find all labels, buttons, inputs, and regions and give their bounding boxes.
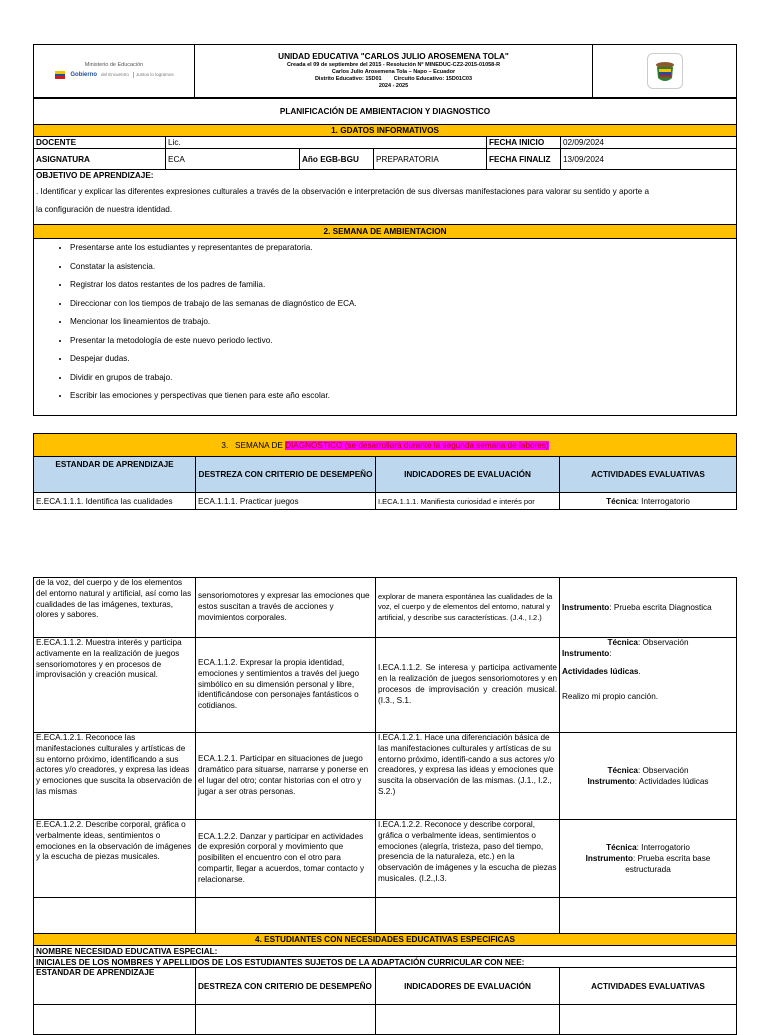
docente-value: Lic.: [166, 137, 487, 149]
fecha-inicio-value: 02/09/2024: [561, 137, 737, 149]
section-3-block: [33, 433, 736, 510]
anio-value: PREPARATORIA: [374, 149, 487, 170]
list-item: • Direccionar con los tiempos de trabajo de las semanas de diagnóstico de ECA.: [70, 295, 734, 314]
gov-logo-subtext: del Encuentro: [101, 71, 129, 77]
anio-label: Año EGB-BGU: [300, 149, 374, 170]
actividad-extra: Realizo mi propio canción.: [562, 691, 659, 701]
col-header-estandar: ESTANDAR DE APRENDIZAJE: [34, 968, 196, 1005]
list-item: • Dividir en grupos de trabajo.: [70, 369, 734, 388]
header-table: [33, 44, 737, 98]
col-header-actividades: ACTIVIDADES EVALUATIVAS: [560, 457, 737, 493]
list-item: • Registrar los datos restantes de los padres de familia.: [70, 276, 734, 295]
school-year: 2024 - 2025: [378, 83, 409, 89]
tecnica-value: : Interrogatorio: [636, 496, 690, 506]
tecnica-value: : Observación: [637, 638, 689, 647]
instrumento-label: Instrumento: [562, 603, 610, 612]
table-cell: [560, 638, 737, 733]
school-emblem-icon: [647, 53, 683, 89]
section-1-title: 1. GDATOS INFORMATIVOS: [34, 125, 737, 137]
tecnica-value: : Interrogatorio: [636, 843, 690, 852]
page-2: [33, 577, 736, 1035]
instrumento-label: Instrumento: [587, 777, 635, 786]
table-cell: [560, 733, 737, 820]
table-cell: I.ECA.1.1.1. Manifiesta curiosidad e interés por: [376, 493, 560, 510]
ministry-logo-text: Ministerio de Educación: [84, 61, 144, 68]
tecnica-value: : Observación: [637, 766, 689, 775]
table-cell: E.ECA.1.1.2. Muestra interés y participa activamente en la realización de juegos sensoriomotores y en procesos de improvisación y creación musical.: [34, 638, 196, 733]
table-cell: I.ECA.1.2.2. Reconoce y describe corporal, gráfica o verbalmente ideas, sentimientos o emociones (alegría, tristeza, paso del tiempo, presencia de la naturaleza, etc.) en la observación de imágenes y la escucha de piezas musicales. (I.2.,I.3.: [376, 820, 560, 898]
instrumento-label: Instrumento: [585, 854, 633, 863]
empty-cell: [560, 1005, 737, 1035]
section-3-title-text: 3. SEMANA DE: [221, 440, 286, 450]
gov-logo-text: Gobierno: [70, 71, 98, 78]
col-header-indicadores: INDICADORES DE EVALUACIÓN: [376, 457, 560, 493]
tecnica-label: Técnica: [607, 766, 638, 775]
school-name: UNIDAD EDUCATIVA "CARLOS JULIO AROSEMENA TOLA": [278, 52, 509, 61]
empty-cell: [560, 898, 737, 934]
table-cell: ECA.1.2.2. Danzar y participar en actividades de expresión corporal y movimiento que posibiliten el encuentro con el otro para compartir, llegar a acuerdos, tomar contacto y relacionarse.: [196, 820, 376, 898]
instrumento-value: : Actividades lúdicas: [634, 777, 709, 786]
table-cell: E.ECA.1.2.2. Describe corporal, gráfica o verbalmente ideas, sentimientos o emociones en la observación de imágenes y la escucha de piezas musicales.: [34, 820, 196, 898]
empty-cell: [196, 898, 376, 934]
section-4-title: 4. ESTUDIANTES CON NECESIDADES EDUCATIVAS ESPECIFICAS: [34, 934, 737, 946]
datos-informativos-table: [33, 98, 737, 416]
instrumento-value: : Prueba escrita Diagnostica: [609, 603, 712, 612]
asignatura-value: ECA: [166, 149, 300, 170]
list-item: • Escribir las emociones y perspectivas que tienen para este año escolar.: [70, 387, 734, 406]
empty-cell: [376, 898, 560, 934]
table-cell: [560, 493, 737, 510]
col-header-estandar: ESTANDAR DE APRENDIZAJE: [34, 457, 196, 493]
actividades-ludicas-label: Actividades lúdicas: [562, 667, 639, 676]
fecha-final-label: FECHA FINALIZ: [487, 149, 561, 170]
asignatura-label: ASIGNATURA: [34, 149, 166, 170]
school-emblem-cell: [593, 45, 737, 98]
empty-cell: [34, 1005, 196, 1035]
ambientacion-list: [36, 239, 734, 406]
empty-cell: [196, 1005, 376, 1035]
diagnostico-continued-table: [33, 577, 737, 1035]
list-item: • Constatar la asistencia.: [70, 258, 734, 277]
objetivo-cell: [34, 170, 737, 225]
section-3-title: [34, 434, 737, 457]
empty-cell: [34, 898, 196, 934]
actividades-ludicas-end: .: [638, 667, 641, 676]
col-header-actividades: ACTIVIDADES EVALUATIVAS: [560, 968, 737, 1005]
table-cell: I.ECA.1.2.1. Hace una diferenciación básica de las manifestaciones culturales y artísticas de su entorno próximo, identifi-cando a sus actores y/o creadores, y expresa las ideas y emociones que suscita la observación de las mismas. (J.1., I.2., S.2.): [376, 733, 560, 820]
objetivo-label: OBJETIVO DE APRENDIZAJE:: [36, 171, 154, 180]
objetivo-line-2: la configuración de nuestra identidad.: [36, 205, 173, 214]
docente-label: DOCENTE: [34, 137, 166, 149]
col-header-indicadores: INDICADORES DE EVALUACIÓN: [376, 968, 560, 1005]
empty-cell: [376, 1005, 560, 1035]
coat-of-arms-icon: [54, 70, 66, 80]
table-cell: E.ECA.1.2.1. Reconoce las manifestaciones culturales y artísticas de su entorno próximo, identificando a sus actores y/o creadores, y expresa las ideas y emociones que suscita la observación de las mismas: [34, 733, 196, 820]
section-2-title: 2. SEMANA DE AMBIENTACION: [34, 225, 737, 239]
school-location: Carlos Julio Arosemena Tola – Napo – Ecuador: [331, 69, 456, 75]
school-district: Distrito Educativo: 15D01 Circuito Educativo: 15D01C03: [314, 76, 473, 82]
table-cell: [560, 820, 737, 898]
list-item: • Presentar la metodología de este nuevo periodo lectivo.: [70, 332, 734, 351]
ministry-logo: [34, 45, 195, 98]
list-item: • Presentarse ante los estudiantes y representantes de preparatoria.: [70, 239, 734, 258]
table-cell: ECA.1.1.1. Practicar juegos: [196, 493, 376, 510]
table-cell: de la voz, del cuerpo y de los elementos del entorno natural y artificial, así como las cualidades de las imágenes, texturas, olores y sabores.: [34, 578, 196, 638]
instrumento-value: : Prueba escrita base estructurada: [625, 854, 711, 874]
table-cell: ECA.1.1.2. Expresar la propia identidad, emociones y sentimientos a través del juego simbólico en su dimensión personal y libre, identificándose con personajes fantásticos o cotidianos.: [196, 638, 376, 733]
col-header-destreza: DESTREZA CON CRITERIO DE DESEMPEÑO: [196, 968, 376, 1005]
table-cell: E.ECA.1.1.1. Identifica las cualidades: [34, 493, 196, 510]
table-cell: ECA.1.2.1. Participar en situaciones de juego dramático para situarse, narrarse y ponerse en el lugar del otro; contar historias con el otro y jugar a ser otras personas.: [196, 733, 376, 820]
table-cell: [560, 578, 737, 638]
gov-logo-tagline: Juntos lo logramos: [133, 72, 174, 78]
iniciales-label: INICIALES DE LOS NOMBRES Y APELLIDOS DE LOS ESTUDIANTES SUJETOS DE LA ADAPTACIÓN CURRICULAR CON NEE:: [34, 957, 737, 968]
section-3-highlight: DIAGNOSTICO (se desarrollará durante la segunda semana de labores): [285, 440, 549, 450]
plan-title: PLANIFICACIÓN DE AMBIENTACION Y DIAGNOSTICO: [34, 99, 737, 125]
instrumento-label: Instrumento: [562, 648, 610, 658]
fecha-inicio-label: FECHA INICIO: [487, 137, 561, 149]
fecha-final-value: 13/09/2024: [561, 149, 737, 170]
col-header-destreza: DESTREZA CON CRITERIO DE DESEMPEÑO: [196, 457, 376, 493]
objetivo-line-1: . Identificar y explicar las diferentes expresiones culturales a través de la observación e interpretación de sus diversas manifestaciones para valorar su sentido y aporte a: [36, 187, 650, 196]
tecnica-label: Técnica: [606, 496, 637, 506]
instrumento-value: :: [609, 648, 612, 658]
page-1: [33, 44, 736, 416]
tecnica-label: Técnica: [606, 843, 637, 852]
nee-label: NOMBRE NECESIDAD EDUCATIVA ESPECIAL:: [34, 946, 737, 957]
list-item: • Despejar dudas.: [70, 350, 734, 369]
table-cell: I.ECA.1.1.2. Se interesa y participa activamente en la realización de juegos sensoriomotores y en procesos de improvisación y creación musical. (I.3., S.1.: [376, 638, 560, 733]
list-item: • Mencionar los lineamientos de trabajo.: [70, 313, 734, 332]
ambientacion-list-cell: [34, 239, 737, 416]
table-cell: explorar de manera espontánea las cualidades de la voz, el cuerpo y de elementos del entorno, natural y artificial, y describe sus características. (J.4., I.2.): [376, 578, 560, 638]
tecnica-label: Técnica: [607, 638, 638, 647]
diagnostico-table: [33, 433, 737, 510]
school-creation: Creada el 09 de septiembre del 2015 - Resolución N° MINEDUC-CZ2-2015-01058-R: [286, 62, 501, 68]
school-info: [195, 45, 593, 98]
table-cell: sensoriomotores y expresar las emociones que estos suscitan a través de acciones y movimientos corporales.: [196, 578, 376, 638]
